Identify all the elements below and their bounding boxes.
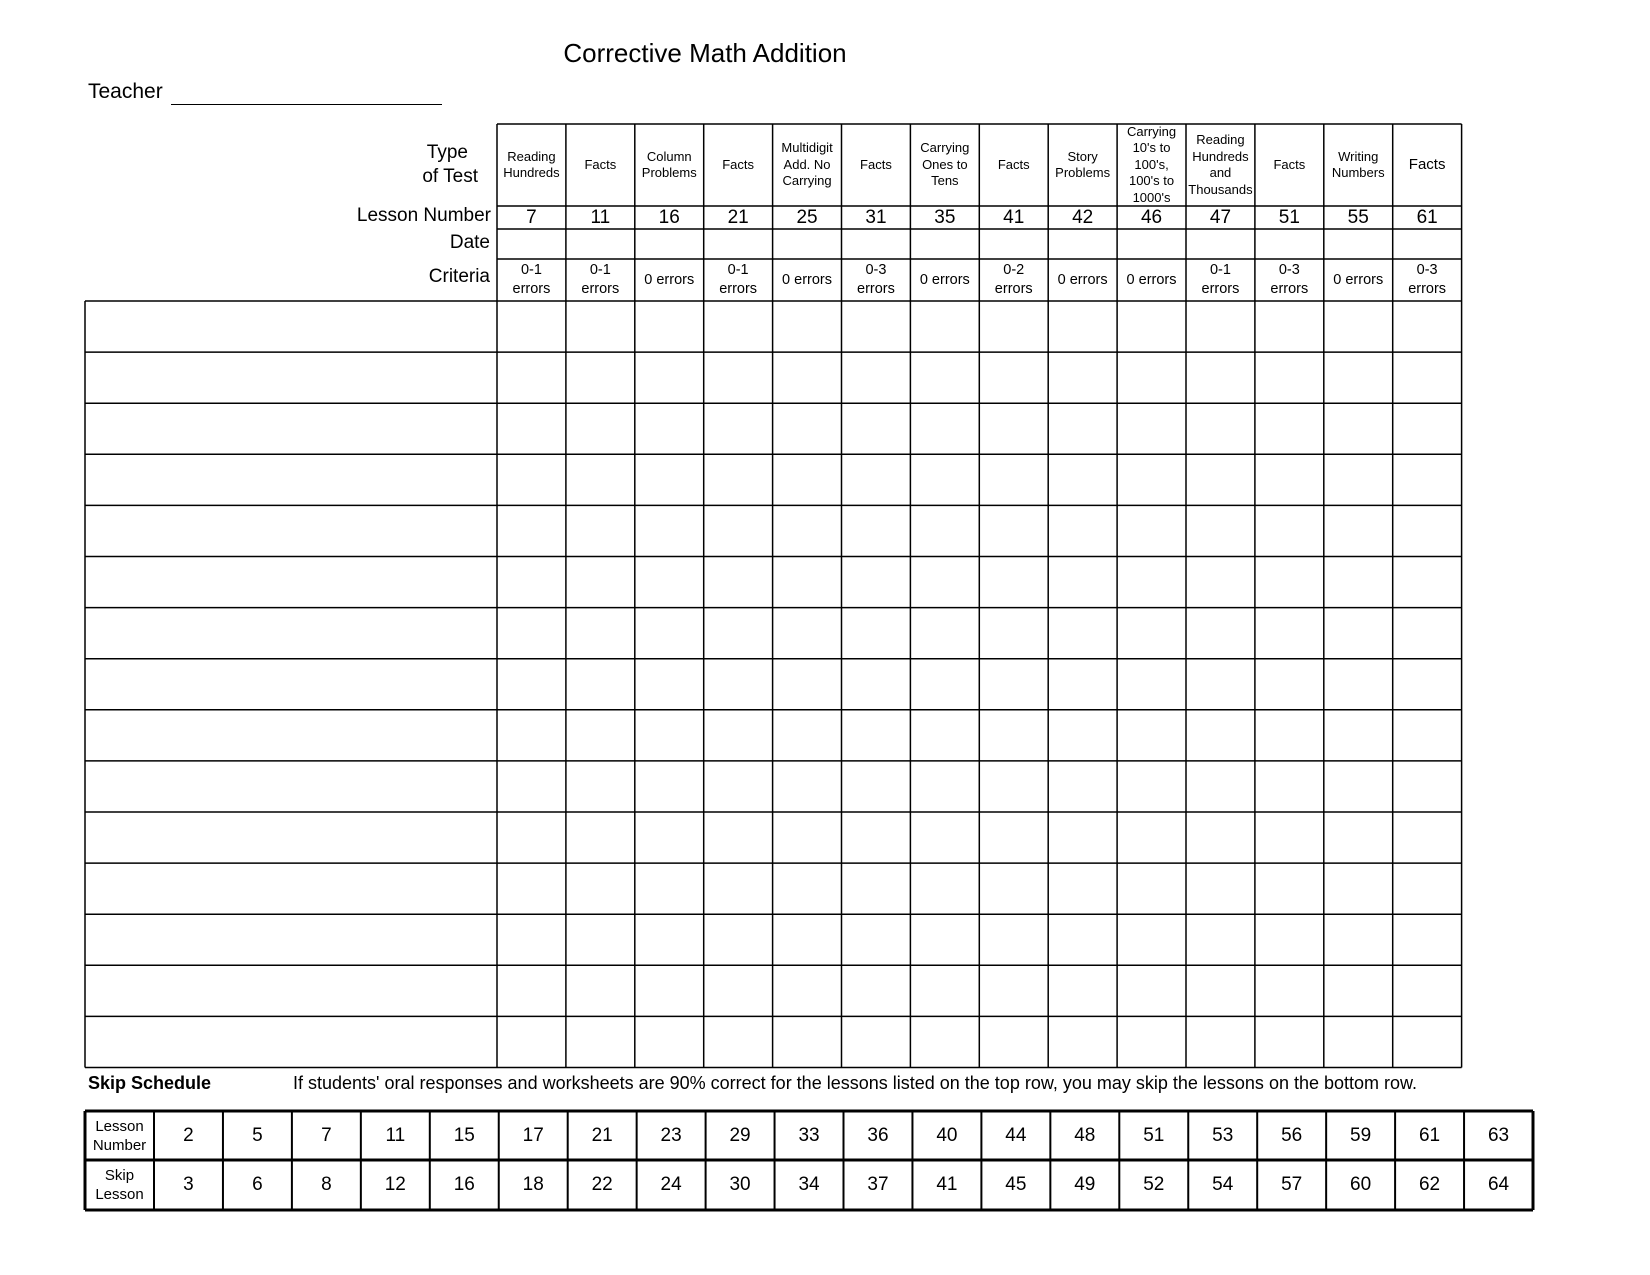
lesson-number-cell: 25: [796, 206, 818, 228]
lesson-number-cell: 61: [1416, 206, 1438, 228]
date-cell[interactable]: [706, 229, 771, 259]
skip-lesson-number-cell: 40: [936, 1124, 958, 1146]
test-type-cell: Facts: [1408, 155, 1446, 173]
date-cell[interactable]: [912, 229, 977, 259]
skip-lesson-cell: 52: [1143, 1174, 1165, 1195]
lesson-number-cell: 7: [526, 206, 537, 228]
skip-lesson-cell: 64: [1487, 1174, 1510, 1195]
student-name-cell[interactable]: [87, 661, 495, 708]
date-cell[interactable]: [775, 229, 840, 259]
skip-lesson-cell: 41: [936, 1174, 958, 1195]
criteria-cell: 0-1 errors: [581, 262, 620, 297]
skip-lesson-cell: 30: [729, 1174, 751, 1195]
student-name-cell[interactable]: [87, 763, 495, 810]
date-cell[interactable]: [1188, 229, 1253, 259]
skip-row-label-skip-lesson: Skip Lesson: [95, 1167, 144, 1203]
test-type-cell: Column Problems: [641, 148, 697, 180]
date-cell[interactable]: [844, 229, 909, 259]
skip-lesson-cell: 12: [384, 1174, 406, 1195]
skip-lesson-number-cell: 15: [453, 1124, 475, 1146]
type-label-line2: of Test: [422, 166, 478, 187]
teacher-label: Teacher: [88, 80, 163, 103]
skip-lesson-cell: 37: [867, 1174, 889, 1195]
test-type-cell: Facts: [860, 156, 892, 172]
skip-lesson-cell: 22: [591, 1174, 613, 1195]
skip-lesson-number-cell: 23: [660, 1124, 682, 1146]
lesson-number-cell: 35: [934, 206, 956, 228]
skip-lesson-number-cell: 5: [252, 1124, 263, 1146]
criteria-label: Criteria: [428, 266, 490, 287]
skip-lesson-number-cell: 48: [1074, 1124, 1096, 1146]
skip-lesson-cell: 3: [183, 1174, 194, 1195]
criteria-cell: 0 errors: [1057, 271, 1108, 288]
test-type-cell: Carrying Ones to Tens: [920, 140, 970, 189]
skip-lesson-number-cell: 53: [1212, 1124, 1234, 1146]
skip-lesson-cell: 54: [1212, 1174, 1234, 1195]
lesson-number-cell: 16: [658, 206, 680, 228]
lesson-number-cell: 41: [1003, 206, 1025, 228]
test-type-cell: Facts: [997, 156, 1030, 172]
date-cell[interactable]: [637, 229, 702, 259]
test-type-cell: Writing Numbers: [1331, 148, 1385, 180]
criteria-cell: 0-1 errors: [512, 262, 551, 297]
lesson-number-cell: 11: [590, 206, 611, 228]
skip-schedule-note: If students' oral responses and worksheets are 90% correct for the lessons listed on the top row, you may skip the lessons on the bottom row.: [293, 1073, 1418, 1093]
date-cell[interactable]: [1119, 229, 1184, 259]
student-name-cell[interactable]: [87, 967, 495, 1014]
student-name-cell[interactable]: [87, 916, 495, 963]
date-cell[interactable]: [1326, 229, 1391, 259]
student-name-cell[interactable]: [87, 303, 495, 350]
criteria-cell: 0 errors: [919, 271, 970, 288]
lesson-number-cell: 31: [865, 206, 887, 228]
student-name-cell[interactable]: [87, 507, 495, 554]
student-name-cell[interactable]: [87, 712, 495, 759]
date-label: Date: [449, 232, 490, 253]
date-cell[interactable]: [499, 229, 564, 259]
skip-lesson-number-cell: 7: [321, 1124, 332, 1146]
skip-lesson-cell: 45: [1005, 1174, 1027, 1195]
skip-lesson-cell: 49: [1074, 1174, 1096, 1195]
skip-lesson-number-cell: 36: [867, 1124, 889, 1146]
lesson-number-cell: 21: [727, 206, 749, 228]
test-type-cell: Multidigit Add. No Carrying: [781, 140, 833, 189]
criteria-cell: 0 errors: [1333, 271, 1384, 288]
student-name-cell[interactable]: [87, 405, 495, 452]
student-name-cell[interactable]: [87, 559, 495, 606]
lesson-number-label: Lesson Number: [356, 205, 491, 226]
skip-lesson-cell: 60: [1350, 1174, 1372, 1195]
criteria-cell: 0-2 errors: [994, 262, 1033, 297]
skip-lesson-cell: 57: [1281, 1174, 1303, 1195]
lesson-number-cell: 51: [1278, 206, 1300, 228]
date-cell[interactable]: [1395, 229, 1460, 259]
test-type-cell: Facts: [584, 156, 617, 172]
date-cell[interactable]: [981, 229, 1046, 259]
skip-lesson-number-cell: 21: [591, 1124, 613, 1146]
skip-lesson-number-cell: 11: [385, 1124, 406, 1146]
skip-row-label-lesson-number: Lesson Number: [92, 1117, 147, 1154]
skip-lesson-number-cell: 29: [729, 1124, 751, 1146]
student-name-cell[interactable]: [87, 814, 495, 861]
test-type-cell: Facts: [1273, 156, 1306, 172]
criteria-cell: 0 errors: [782, 271, 833, 288]
student-name-cell[interactable]: [87, 865, 495, 912]
criteria-cell: 0 errors: [644, 271, 695, 288]
skip-lesson-cell: 6: [252, 1174, 263, 1195]
skip-schedule-title: Skip Schedule: [88, 1073, 212, 1093]
lesson-number-cell: 42: [1072, 206, 1094, 228]
student-name-cell[interactable]: [87, 354, 495, 401]
date-cell[interactable]: [1050, 229, 1115, 259]
criteria-cell: 0-1 errors: [719, 262, 758, 297]
page-title: Corrective Math Addition: [563, 38, 847, 68]
skip-lesson-number-cell: 59: [1350, 1124, 1372, 1146]
skip-lesson-cell: 18: [522, 1174, 544, 1195]
criteria-cell: 0-1 errors: [1201, 262, 1240, 297]
skip-lesson-number-cell: 61: [1418, 1124, 1441, 1146]
date-cell[interactable]: [1257, 229, 1322, 259]
type-label-line1: Type: [426, 142, 468, 163]
test-type-cell: Carrying 10's to 100's, 100's to 1000's: [1126, 125, 1177, 205]
criteria-cell: 0-3 errors: [1270, 262, 1309, 297]
skip-lesson-number-cell: 56: [1281, 1124, 1303, 1146]
skip-lesson-number-cell: 63: [1487, 1124, 1510, 1146]
date-cell[interactable]: [568, 229, 633, 259]
test-type-cell: Reading Hundreds: [503, 148, 560, 180]
lesson-number-cell: 46: [1140, 206, 1163, 228]
test-type-cell: Facts: [722, 156, 755, 172]
criteria-cell: 0-3 errors: [1408, 262, 1447, 297]
skip-lesson-cell: 62: [1418, 1174, 1441, 1195]
lesson-number-cell: 47: [1209, 206, 1232, 228]
student-name-cell[interactable]: [87, 1018, 495, 1065]
skip-lesson-cell: 16: [453, 1174, 475, 1195]
skip-lesson-number-cell: 51: [1143, 1124, 1165, 1146]
skip-lesson-number-cell: 44: [1005, 1124, 1027, 1146]
criteria-cell: 0-3 errors: [857, 262, 895, 297]
skip-lesson-number-cell: 17: [522, 1124, 544, 1146]
skip-lesson-cell: 34: [798, 1174, 820, 1195]
skip-lesson-cell: 24: [660, 1174, 682, 1195]
student-name-cell[interactable]: [87, 456, 495, 503]
lesson-number-cell: 55: [1347, 206, 1369, 228]
skip-lesson-cell: 8: [321, 1174, 332, 1195]
skip-lesson-number-cell: 33: [798, 1124, 820, 1146]
student-name-cell[interactable]: [87, 610, 495, 657]
test-type-cell: Story Problems: [1055, 148, 1111, 180]
criteria-cell: 0 errors: [1126, 271, 1177, 288]
test-type-cell: Reading Hundreds and Thousands: [1188, 132, 1253, 197]
skip-lesson-number-cell: 2: [183, 1124, 194, 1146]
